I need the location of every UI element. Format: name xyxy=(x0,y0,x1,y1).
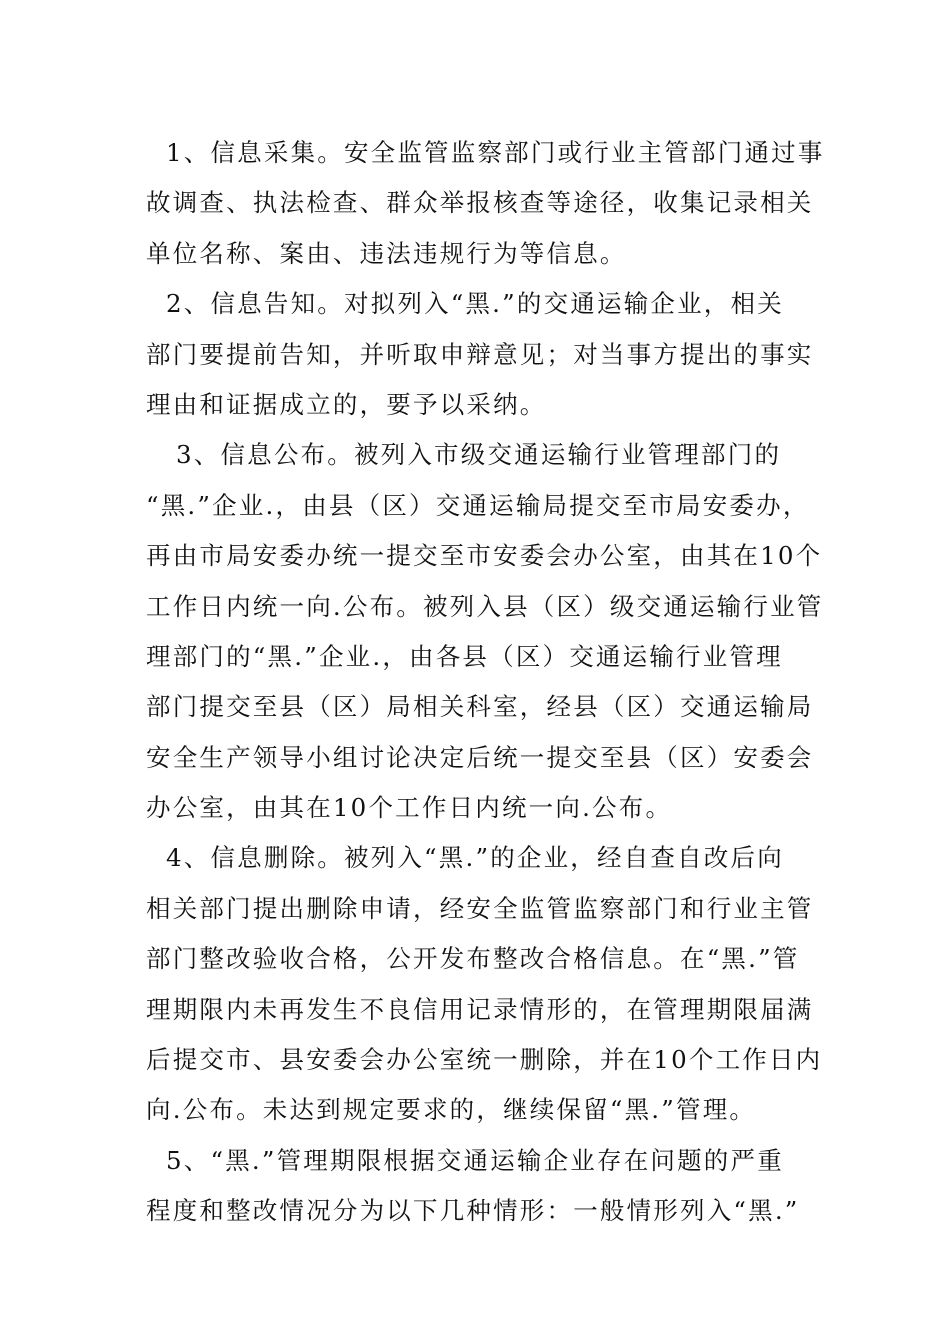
text-line: 相关部门提出删除申请，经安全监管监察部门和行业主管 xyxy=(146,893,814,923)
text-line: 理部门的“黑.”企业.，由各县（区）交通运输行业管理 xyxy=(146,641,783,671)
text-line: 故调查、执法检查、群众举报核查等途径，收集记录相关 xyxy=(146,188,814,218)
text-line: 4、信息删除。被列入“黑.”的企业，经自查自改后向 xyxy=(146,843,784,873)
document-body xyxy=(146,128,826,1237)
text-line: 理期限内未再发生不良信用记录情形的，在管理期限届满 xyxy=(146,994,814,1024)
text-line: 安全生产领导小组讨论决定后统一提交至县（区）安委会 xyxy=(146,742,814,772)
text-line: 后提交市、县安委会办公室统一删除，并在10个工作日内 xyxy=(146,1045,823,1075)
text-line: 向.公布。未达到规定要求的，继续保留“黑.”管理。 xyxy=(146,1095,757,1125)
text-line: 1、信息采集。安全监管监察部门或行业主管部门通过事 xyxy=(146,138,825,167)
text-line: 再由市局安委办统一提交至市安委会办公室，由其在10个 xyxy=(146,541,823,571)
text-line: 2、信息告知。对拟列入“黑.”的交通运输企业，相关 xyxy=(146,289,784,319)
text-line: 部门整改验收合格，公开发布整改合格信息。在“黑.”管 xyxy=(146,944,800,974)
text-line: 部门要提前告知，并听取申辩意见；对当事方提出的事实 xyxy=(146,339,814,369)
text-line: 部门提交至县（区）局相关科室，经县（区）交通运输局 xyxy=(146,692,814,722)
text-line: 3、信息公布。被列入市级交通运输行业管理部门的 xyxy=(146,440,782,470)
text-line: “黑.”企业.，由县（区）交通运输局提交至市局安委办， xyxy=(146,490,810,520)
text-line: 理由和证据成立的，要予以采纳。 xyxy=(146,389,547,419)
text-line: 单位名称、案由、违法违规行为等信息。 xyxy=(146,238,627,268)
text-line: 程度和整改情况分为以下几种情形：一般情形列入“黑.” xyxy=(146,1196,800,1226)
text-line: 5、“黑.”管理期限根据交通运输企业存在问题的严重 xyxy=(146,1145,784,1175)
text-line: 工作日内统一向.公布。被列入县（区）级交通运输行业管 xyxy=(146,591,824,621)
text-line: 办公室，由其在10个工作日内统一向.公布。 xyxy=(146,793,673,823)
